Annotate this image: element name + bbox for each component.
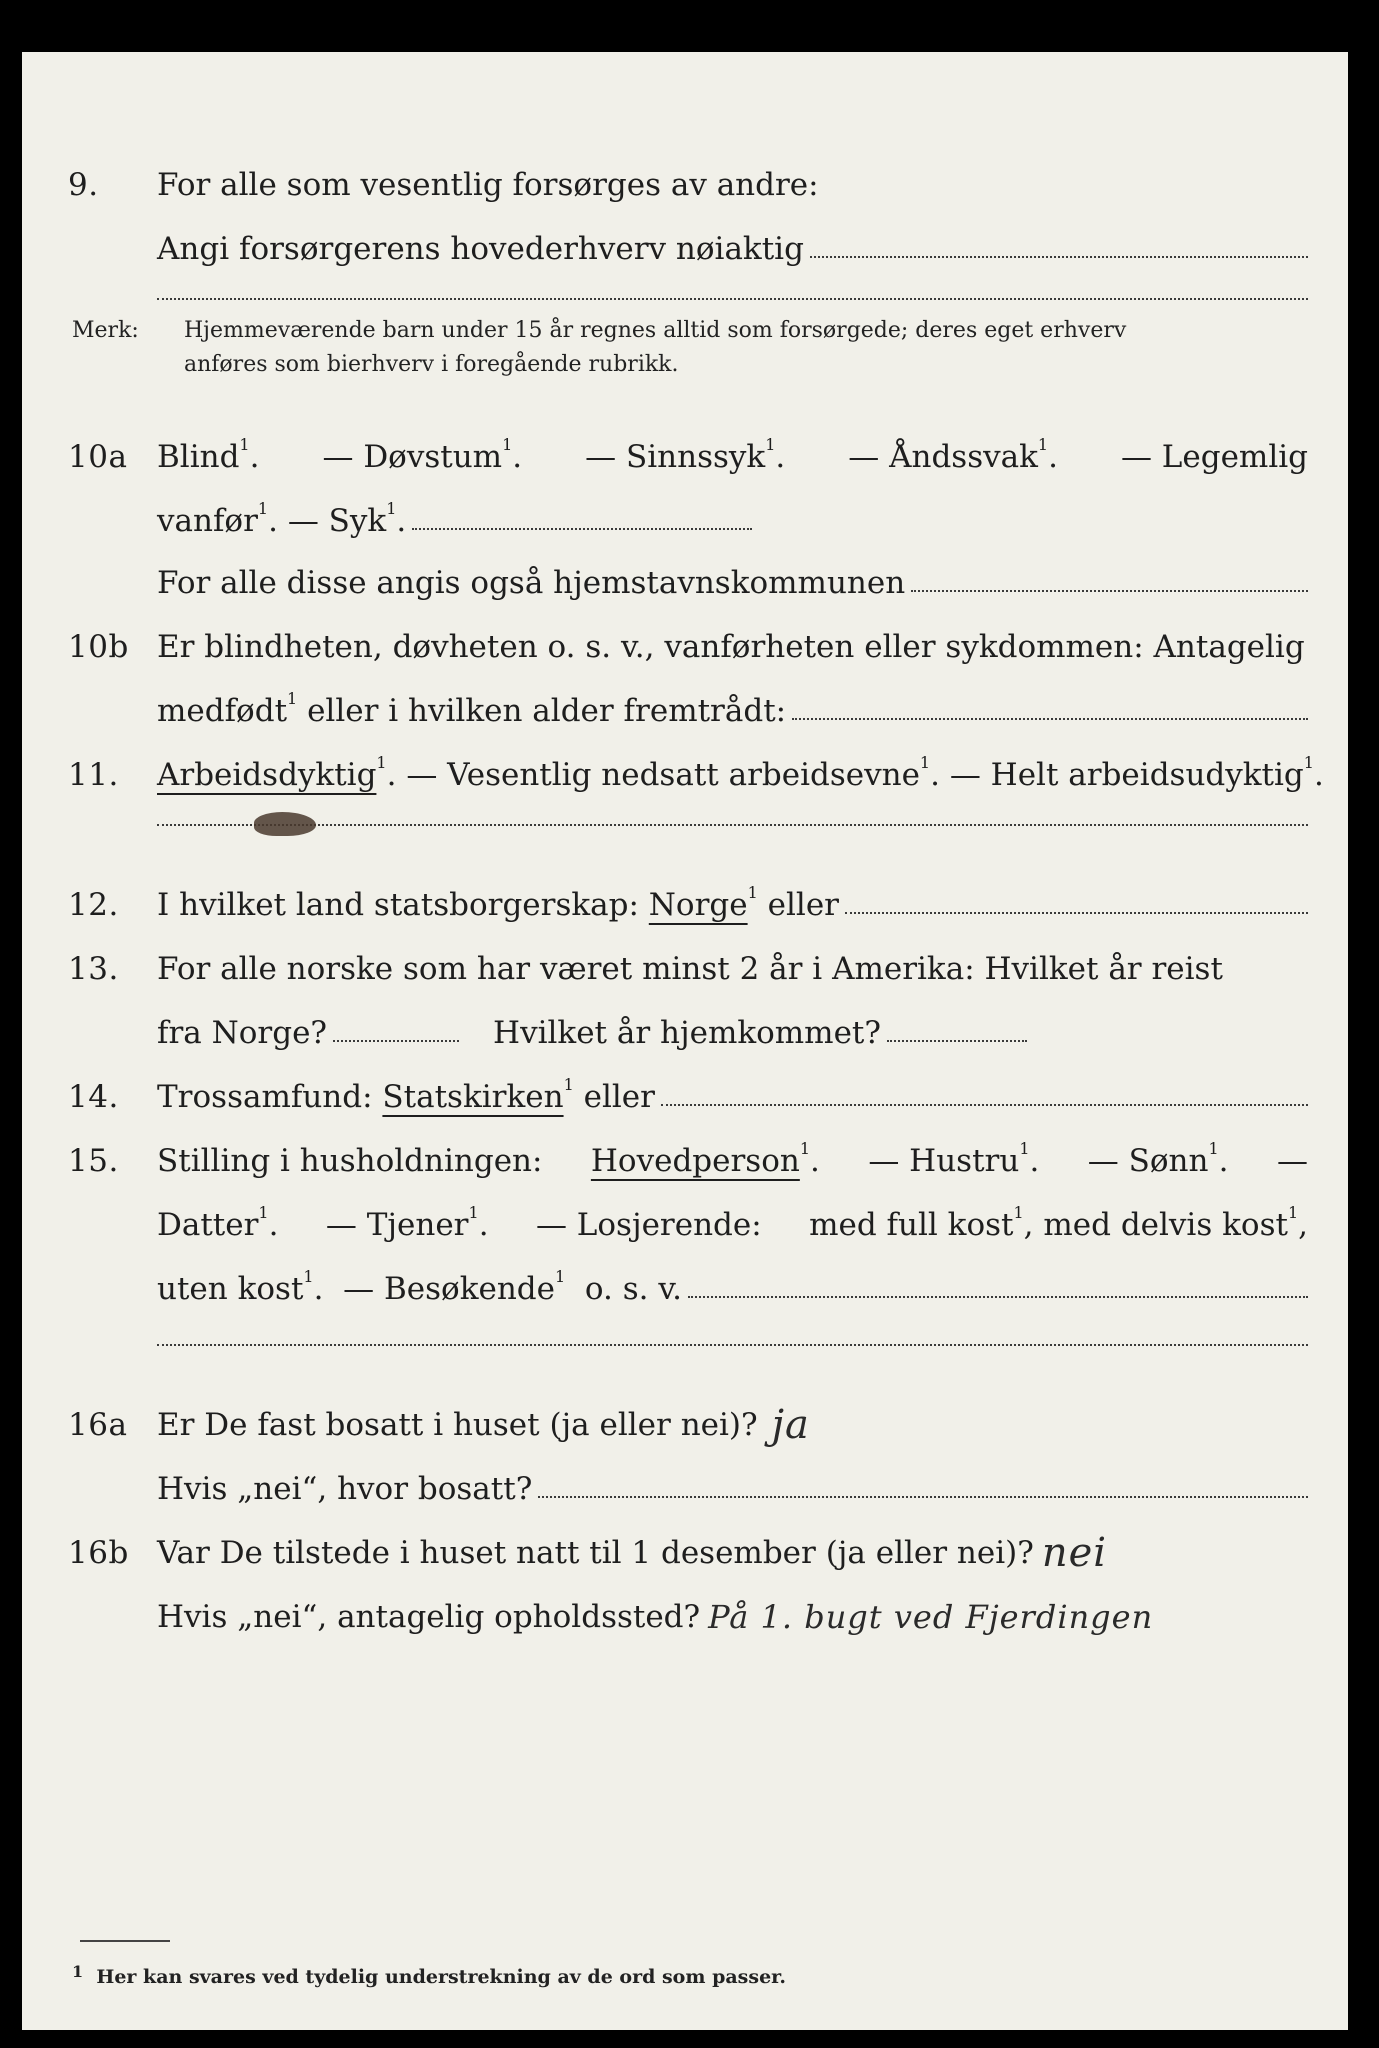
option-nedsatt-arbeidsevne[interactable]: — Vesentlig nedsatt arbeidsevne [406,757,920,793]
question-number: 16b [68,1535,129,1571]
question-16b-line-2 [22,1590,1348,1644]
option-losjerende: — Losjerende: [535,1207,762,1243]
footnote-mark: 1 [72,1962,84,1981]
question-number: 16a [68,1407,128,1443]
question-15-line-3: uten kost$^1$. — Besøkende$^1$ o. s. v. [22,1262,1348,1316]
footnote-ref: 1 [287,689,298,708]
footnote-ref: 1 [257,499,269,518]
question-text: o. s. v. [584,1271,683,1307]
option-eller: eller [767,887,839,923]
option-hustru[interactable]: — Hustru [868,1143,1020,1179]
question-13-line-1 [22,942,1348,996]
question-number: 14. [68,1079,119,1115]
question-text: For alle disse angis også hjemstavnskommunen [157,565,906,601]
answer-field[interactable] [810,256,1308,258]
option-blind[interactable]: Blind [157,439,240,475]
question-text: For alle norske som har været minst 2 år i Amerika: Hvilket år reist [157,951,1223,987]
question-number: 11. [68,757,119,793]
footnote-ref: 1 [502,435,513,454]
answer-field[interactable] [538,1496,1308,1498]
answer-field-rule[interactable] [157,298,1308,300]
dash: — [1276,1143,1308,1179]
footnote-ref: 1 [1303,753,1314,772]
option-besokende[interactable]: — Besøkende [343,1271,555,1307]
footnote-ref: 1 [919,753,931,772]
handwritten-answer[interactable]: nei [1041,1530,1108,1576]
question-text: Trossamfund: [157,1079,373,1115]
question-16b-line-1 [22,1526,1348,1580]
footnote [72,1962,787,1988]
handwritten-answer[interactable]: ja [771,1402,810,1448]
option-delvis-kost[interactable]: , med delvis kost [1023,1207,1288,1243]
question-text: I hvilket land statsborgerskap: [157,887,639,923]
option-andssvak[interactable]: — Åndssvak [848,439,1038,475]
question-text: Var De tilstede i huset natt til 1 desember (ja eller nei)? [157,1535,1034,1571]
option-full-kost[interactable]: med full kost [809,1207,1014,1243]
question-text: Hvis „nei“, hvor bosatt? [157,1471,533,1507]
handwritten-answer[interactable]: På 1. bugt ved Fjerdingen [708,1598,1154,1636]
question-14-line [22,1070,1348,1124]
option-syk[interactable]: — Syk [287,503,387,539]
footnote-ref: 1 [468,1203,479,1222]
footnote-ref: 1 [239,435,250,454]
question-15-line-2: Datter$^1$. — Tjener$^1$. — Losjerende: med full kost$^1$, med delvis kost$^1$, [157,1203,1308,1243]
question-number: 13. [68,951,119,987]
answer-field[interactable] [845,912,1308,914]
option-eller: eller [583,1079,655,1115]
question-15-line-1: 15. Stilling i husholdningen: Hovedperson$^1$. — Hustru$^1$. — Sønn$^1$. — [22,1134,1348,1188]
answer-field-rule[interactable] [157,824,1308,826]
footnote-ref: 1 [1208,1139,1219,1158]
answer-field-rule[interactable] [157,1344,1308,1346]
footnote-ref: 1 [747,883,758,902]
question-16a-line-2 [22,1462,1348,1516]
note-line: anføres som bierhverv i foregående rubrikk. [184,352,679,377]
option-uten-kost[interactable]: uten kost [157,1271,304,1307]
footnote-ref: 1 [1287,1203,1299,1222]
option-arbeidsdyktig[interactable]: Arbeidsdyktig [157,757,377,793]
answer-field[interactable] [911,590,1308,592]
note-label: Merk: [72,318,139,343]
question-10a-line-1: 10a Blind$^1$. — Døvstum$^1$. — Sinnssyk$^1$. — Åndssvak$^1$. — Legemlig [22,430,1348,484]
option-vanfor[interactable]: vanfør [157,503,258,539]
question-text: Stilling i husholdningen: [157,1143,543,1179]
footnote-ref: 1 [258,1203,269,1222]
question-16a-line-1 [22,1398,1348,1452]
footnote-rule [80,1940,170,1942]
answer-field[interactable] [412,528,752,530]
option-dovstum[interactable]: — Døvstum [322,439,503,475]
option-statskirken[interactable]: Statskirken [382,1079,564,1115]
question-10a-line-2: vanfør$^1$. — Syk$^1$. [22,494,1348,548]
footnote-ref: 1 [386,499,397,518]
question-9-line-2 [22,222,1348,276]
option-arbeidsudyktig[interactable]: — Helt arbeidsudyktig [949,757,1304,793]
question-text: Hvis „nei“, antagelig opholdssted? [157,1599,701,1635]
question-text: Er blindheten, døvheten o. s. v., vanførheten eller sykdommen: Antagelig [157,629,1305,665]
question-number: 10b [68,629,129,665]
question-11-line: 11. Arbeidsdyktig$^1$. — Vesentlig nedsatt arbeidsevne$^1$. — Helt arbeidsudyktig$^1$. [22,748,1348,802]
footnote-ref: 1 [1037,435,1049,454]
footnote-ref: 1 [555,1267,566,1286]
question-text: Hvilket år hjemkommet? [493,1015,882,1051]
option-datter[interactable]: Datter [157,1207,259,1243]
question-10b-line-1 [22,620,1348,674]
question-10b-line-2 [22,684,1348,738]
answer-field[interactable] [333,1040,459,1042]
question-text: eller i hvilken alder fremtrådt: [307,693,787,729]
footnote-text: Her kan svares ved tydelig understrekning av de ord som passer. [96,1966,787,1988]
question-9-line-1 [22,158,1348,212]
answer-field[interactable] [661,1104,1308,1106]
answer-field[interactable] [792,718,1308,720]
question-text: For alle som vesentlig forsørges av andre: [157,167,819,203]
answer-field[interactable] [887,1040,1027,1042]
option-tjener[interactable]: — Tjener [325,1207,469,1243]
comma: , [1298,1207,1308,1243]
option-legemlig[interactable]: — Legemlig [1120,439,1308,475]
question-number: 9. [68,167,99,203]
question-text: Angi forsørgerens hovederhverv nøiaktig [157,231,804,267]
footnote-ref: 1 [799,1139,811,1158]
answer-field[interactable] [688,1296,1308,1298]
footnote-ref: 1 [303,1267,314,1286]
question-12-line [22,878,1348,932]
question-text: Er De fast bosatt i huset (ja eller nei)? [157,1407,758,1443]
question-number: 15. [68,1143,119,1179]
footnote-ref: 1 [376,753,387,772]
question-10a-line-3 [22,556,1348,610]
option-hovedperson[interactable]: Hovedperson [590,1143,800,1179]
note-line: Hjemmeværende barn under 15 år regnes alltid som forsørgede; deres eget erhverv [184,318,1127,343]
ink-blot [254,812,316,836]
question-13-line-2 [22,1006,1348,1060]
option-medfodt[interactable]: medfødt [157,693,288,729]
footnote-ref: 1 [563,1075,574,1094]
option-sinnssyk[interactable]: — Sinnssyk [585,439,766,475]
option-sonn[interactable]: — Sønn [1087,1143,1209,1179]
question-number: 12. [68,887,119,923]
census-form-page [22,52,1348,2030]
option-norge[interactable]: Norge [648,887,748,923]
footnote-ref: 1 [765,435,776,454]
footnote-ref: 1 [1013,1203,1024,1222]
footnote-ref: 1 [1019,1139,1030,1158]
question-number: 10a [68,439,128,475]
question-text: fra Norge? [157,1015,328,1051]
